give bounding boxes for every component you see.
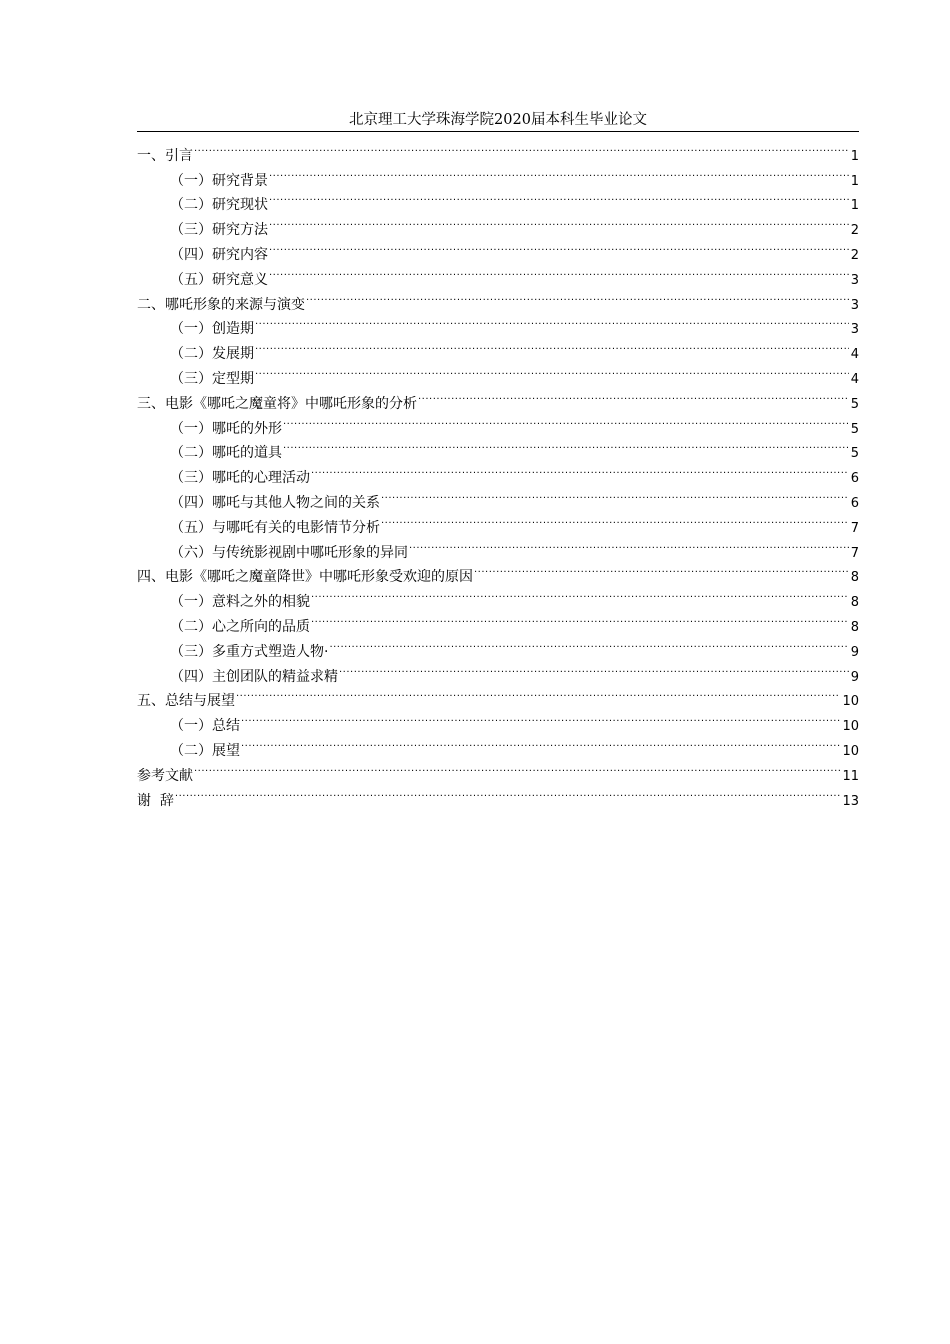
toc-page-number: 5	[850, 446, 859, 462]
toc-dot-leader	[381, 507, 849, 532]
toc-page-number: 5	[850, 421, 859, 437]
toc-entry-label: 三、电影《哪吒之魔童将》中哪吒形象的分析	[137, 395, 417, 412]
toc-entry-label: 参考文献	[137, 767, 193, 784]
toc-page-number: 8	[850, 595, 859, 611]
toc-page-number: 3	[850, 297, 859, 313]
toc-page-number: 13	[842, 793, 859, 809]
toc-dot-leader	[409, 532, 849, 557]
toc-entry-label: （六）与传统影视剧中哪吒形象的异同	[170, 544, 408, 561]
toc-entry-label: （五）研究意义	[170, 271, 268, 288]
toc-entry-label: （二）发展期	[170, 346, 254, 363]
toc-entry-label: （一）创造期	[170, 321, 254, 338]
toc-entry[interactable]	[137, 681, 859, 710]
toc-page-number: 1	[850, 198, 859, 214]
toc-page-number: 5	[850, 396, 859, 412]
toc-entry-label: （四）主创团队的精益求精	[170, 668, 338, 685]
toc-entry-label: （一）总结	[170, 718, 240, 735]
toc-dot-leader	[194, 755, 840, 780]
toc-entry[interactable]	[137, 730, 859, 759]
toc-entry-label: （三）多重方式塑造人物·	[170, 643, 329, 660]
toc-page-number: 3	[850, 272, 859, 288]
toc-page-number: 6	[850, 471, 859, 487]
toc-dot-leader	[311, 581, 849, 606]
toc-entry-label: （二）心之所向的品质	[170, 618, 310, 635]
toc-entry[interactable]	[137, 135, 859, 164]
toc-page-number: 4	[850, 347, 859, 363]
toc-entry-label: （三）研究方法	[170, 222, 268, 239]
toc-page-number: 2	[850, 247, 859, 263]
toc-dot-leader	[418, 383, 849, 408]
toc-entry-label: （一）研究背景	[170, 172, 268, 189]
toc-entry[interactable]	[137, 755, 859, 784]
toc-page-number: 1	[850, 148, 859, 164]
toc-page-number: 7	[850, 545, 859, 561]
toc-entry-label: （四）研究内容	[170, 246, 268, 263]
toc-dot-leader	[283, 408, 849, 433]
toc-page-number: 10	[842, 719, 859, 735]
toc-page-number: 9	[850, 644, 859, 660]
toc-dot-leader	[474, 557, 849, 582]
toc-entry-label: 谢 辞	[137, 792, 174, 809]
toc-page-number: 6	[850, 495, 859, 511]
header-rule	[137, 131, 859, 132]
toc-entry-label: （三）定型期	[170, 370, 254, 387]
toc-entry-label: 一、引言	[137, 147, 193, 164]
toc-dot-leader	[194, 135, 849, 160]
toc-dot-leader	[255, 358, 849, 383]
toc-entry-label: （五）与哪吒有关的电影情节分析	[170, 519, 380, 536]
toc-dot-leader	[255, 333, 849, 358]
toc-dot-leader	[175, 780, 841, 805]
toc-entry[interactable]	[137, 780, 859, 809]
toc-entry-label: 五、总结与展望	[137, 693, 235, 710]
toc-page-number: 9	[850, 669, 859, 685]
toc-dot-leader	[269, 160, 849, 185]
toc-dot-leader	[381, 482, 849, 507]
toc-entry-label: 二、哪吒形象的来源与演变	[137, 296, 305, 313]
toc-dot-leader	[255, 309, 849, 334]
toc-page-number: 4	[850, 371, 859, 387]
toc-entry-label: （二）展望	[170, 742, 240, 759]
toc-entry-label: 四、电影《哪吒之魔童降世》中哪吒形象受欢迎的原因	[137, 569, 473, 586]
table-of-contents	[137, 135, 859, 809]
toc-dot-leader	[269, 185, 849, 210]
toc-entry-label: （四）哪吒与其他人物之间的关系	[170, 494, 380, 511]
toc-page-number: 10	[842, 694, 859, 710]
toc-dot-leader	[269, 259, 849, 284]
toc-dot-leader	[306, 284, 849, 309]
toc-dot-leader	[283, 433, 849, 458]
toc-page-number: 8	[850, 619, 859, 635]
toc-dot-leader	[241, 730, 840, 755]
running-header: 北京理工大学珠海学院2020届本科生毕业论文	[349, 112, 647, 128]
toc-dot-leader	[236, 681, 840, 706]
toc-page-number: 1	[850, 173, 859, 189]
toc-page-number: 2	[850, 223, 859, 239]
toc-entry-label: （一）哪吒的外形	[170, 420, 282, 437]
toc-dot-leader	[339, 656, 849, 681]
toc-page-number: 10	[842, 743, 859, 759]
toc-entry-label: （二）哪吒的道具	[170, 445, 282, 462]
toc-entry[interactable]	[137, 705, 859, 735]
toc-page-number: 3	[850, 322, 859, 338]
toc-dot-leader	[241, 705, 840, 730]
toc-dot-leader	[311, 457, 849, 482]
toc-entry-label: （一）意料之外的相貌	[170, 594, 310, 611]
toc-dot-leader	[269, 234, 849, 259]
toc-page-number: 11	[842, 768, 859, 784]
toc-dot-leader	[269, 209, 849, 234]
toc-dot-leader	[329, 631, 848, 656]
toc-entry-label: （三）哪吒的心理活动	[170, 470, 310, 487]
toc-dot-leader	[311, 606, 849, 631]
toc-page-number: 8	[850, 570, 859, 586]
toc-page-number: 7	[850, 520, 859, 536]
toc-entry-label: （二）研究现状	[170, 197, 268, 214]
toc-entry[interactable]	[137, 160, 859, 189]
